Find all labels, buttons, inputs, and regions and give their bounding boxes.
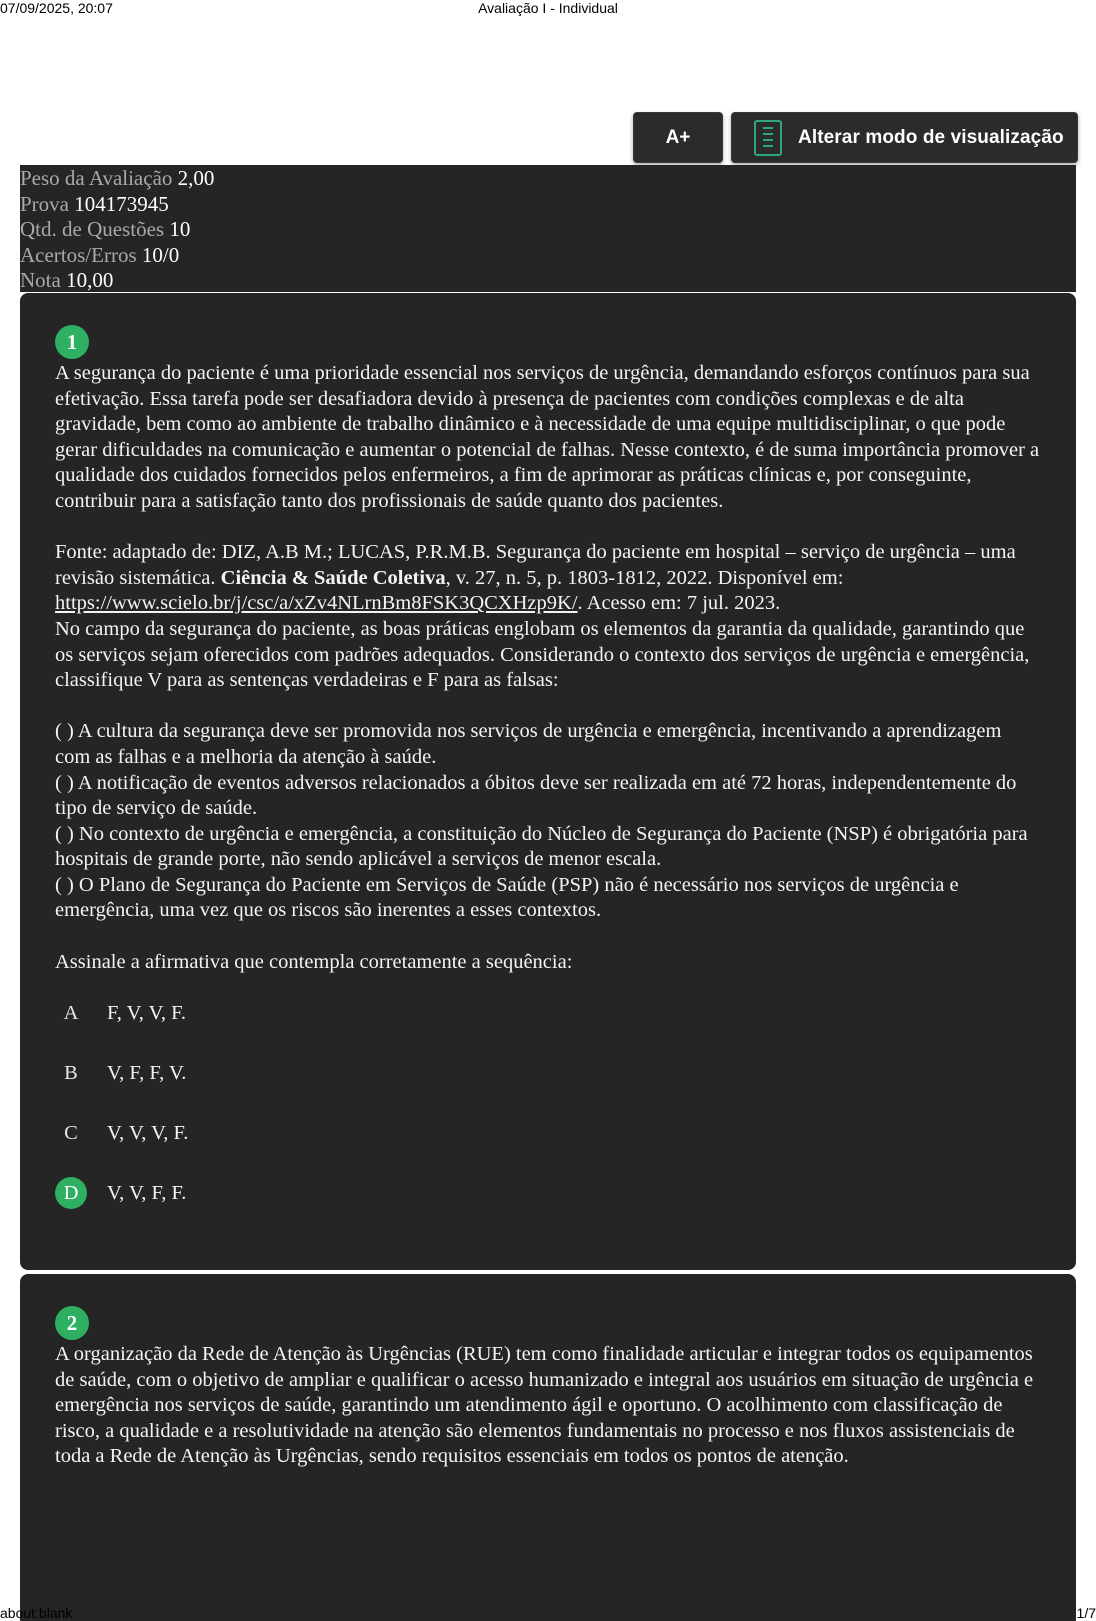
question-instruction: Assinale a afirmativa que contempla corretamente a sequência:: [55, 950, 573, 973]
option-text: V, V, F, F.: [107, 1181, 187, 1204]
print-url: about:blank: [0, 1605, 73, 1621]
qtd-label: Qtd. de Questões: [20, 217, 165, 241]
question-card-2: [20, 1274, 1076, 1621]
option-letter: B: [64, 1061, 78, 1084]
peso-label: Peso da Avaliação: [20, 166, 173, 190]
print-datetime: 07/09/2025, 20:07: [0, 0, 113, 16]
document-icon: [754, 120, 782, 156]
statement: ( ) A cultura da segurança deve ser promovida nos serviços de urgência e emergência, incentivando a aprendizagem com as falhas e a melhoria da atenção à saúde.: [55, 720, 1002, 768]
prova-label: Prova: [20, 191, 69, 216]
option-letter-correct: D: [55, 1177, 87, 1209]
peso-value: 2,00: [177, 166, 215, 190]
option-text: V, V, V, F.: [107, 1121, 189, 1144]
print-header: [0, 0, 1096, 18]
summary-qtd: [20, 217, 1076, 243]
font-size-button[interactable]: A+: [633, 112, 723, 163]
acertos-label: Acertos/Erros: [20, 242, 137, 267]
summary-peso: [20, 166, 1076, 192]
option-text: V, F, F, V.: [107, 1061, 187, 1084]
question-source: [55, 540, 1041, 617]
toolbar: [633, 112, 1078, 163]
summary-prova: [20, 192, 1076, 218]
option-d[interactable]: [55, 1163, 1041, 1223]
question-number-badge: 2: [55, 1306, 89, 1340]
summary-acertos: [20, 243, 1076, 269]
qtd-value: 10: [169, 217, 191, 241]
nota-label: Nota: [20, 268, 61, 292]
question-text: [55, 1342, 1041, 1470]
option-letter: C: [64, 1121, 78, 1144]
statement: ( ) A notificação de eventos adversos relacionados a óbitos deve ser realizada em até 72 horas, independentemente do tipo de serviço de saúde.: [55, 771, 1017, 820]
view-mode-label: Alterar modo de visualização: [798, 126, 1064, 148]
option-b[interactable]: [55, 1043, 1041, 1103]
nota-value: 10,00: [66, 268, 114, 292]
option-a[interactable]: [55, 983, 1041, 1043]
question-prompt: No campo da segurança do paciente, as boas práticas englobam os elementos da garantia da qualidade, garantindo que os serviços sejam oferecidos com padrões adequados. Considerando o contexto dos serviços de urgência e emergência, classifique V para as sentenças verdadeiras e F para as falsas:: [55, 617, 1030, 692]
assessment-summary: [20, 165, 1076, 292]
question-number-badge: 1: [55, 325, 89, 359]
answer-options: [55, 983, 1041, 1223]
option-text: F, V, V, F.: [107, 1001, 186, 1024]
source-link[interactable]: https://www.scielo.br/j/csc/a/xZv4NLrnBm8FSK3QCXHzp9K/: [55, 592, 578, 615]
option-c[interactable]: [55, 1103, 1041, 1163]
question-card-1: [20, 293, 1076, 1270]
statement: ( ) O Plano de Segurança do Paciente em Serviços de Saúde (PSP) não é necessário nos serviços de urgência e emergência, uma vez que os riscos são inerentes a esses contextos.: [55, 873, 959, 922]
question-intro: A segurança do paciente é uma prioridade essencial nos serviços de urgência, demandando esforços contínuos para sua efetivação. Essa tarefa pode ser desafiadora devido à presença de pacientes com condições complexas e de alta gravidade, bem como ao ambiente de trabalho dinâmico e à necessidade de uma equipe multidisciplinar, o que pode gerar dificuldades na comunicação e aumentar o potencial de falhas. Nesse contexto, é de suma importância promover a qualidade dos cuidados fornecidos pelos enfermeiros, a fim de aprimorar as práticas clínicas e, por conseguinte, contribuir para a satisfação tanto dos profissionais de saúde quanto dos pacientes.: [55, 362, 1040, 512]
question-text: [55, 361, 1041, 975]
view-mode-button[interactable]: [731, 112, 1078, 163]
prova-value: 104173945: [74, 191, 169, 216]
statement: ( ) No contexto de urgência e emergência, a constituição do Núcleo de Segurança do Paciente (NSP) é obrigatória para hospitais de grande porte, não sendo aplicável a serviços de menor escala.: [55, 822, 1028, 871]
print-title: Avaliação I - Individual: [478, 0, 618, 16]
summary-nota: [20, 268, 1076, 294]
print-page-number: 1/7: [1076, 1605, 1096, 1621]
source-suffix: . Acesso em: 7 jul. 2023.: [577, 592, 781, 615]
source-prefix: Fonte: adaptado de: DIZ, A.B M.; LUCAS, P.R.M.B. Segurança do paciente em hospital – serviço de urgência – uma revisão sistemática.: [55, 541, 1016, 589]
source-mid: , v. 27, n. 5, p. 1803-1812, 2022. Disponível em:: [445, 566, 844, 589]
print-footer: [0, 1603, 1096, 1621]
question-intro: A organização da Rede de Atenção às Urgências (RUE) tem como finalidade articular e integrar todos os equipamentos de saúde, com o objetivo de ampliar e qualificar o acesso humanizado e integral aos usuários em situação de urgência e emergência nos serviços de saúde, garantindo um atendimento ágil e oportuno. O acolhimento com classificação de risco, a qualidade e a resolutividade na atenção são elementos fundamentais no processo e nos fluxos assistenciais de toda a Rede de Atenção às Urgências, sendo requisitos essenciais em todos os pontos de atenção.: [55, 1343, 1034, 1468]
acertos-value: 10/0: [141, 242, 180, 267]
source-journal: Ciência & Saúde Coletiva: [220, 566, 446, 589]
option-letter: A: [63, 1001, 79, 1024]
